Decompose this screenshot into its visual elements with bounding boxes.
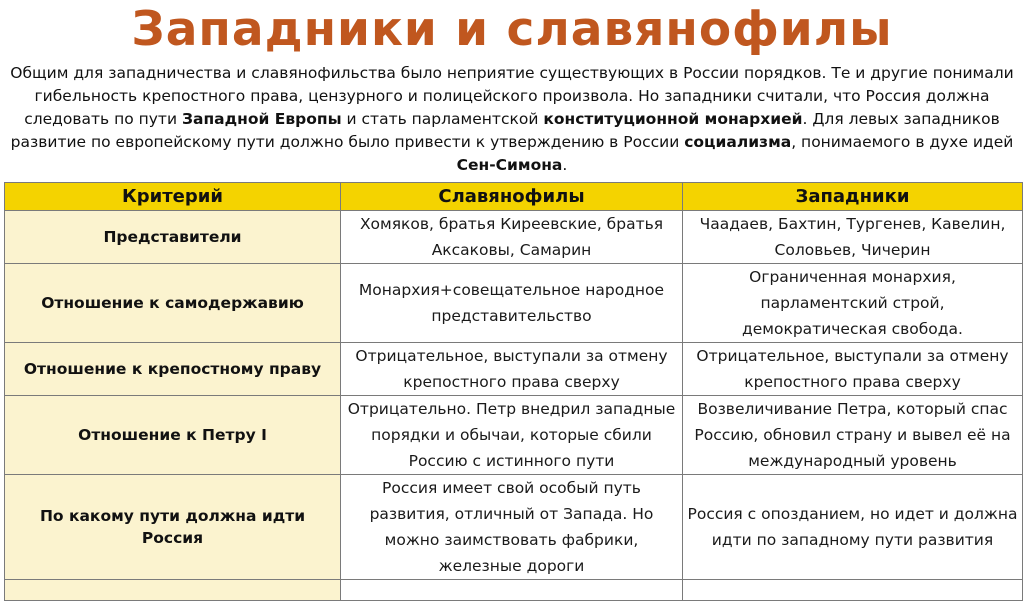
intro-text-3: . Для левых западников развитие по европейскому пути должно было привести к утверждению в России (10, 110, 1000, 151)
intro-text-4: , понимаемого в духе идей (791, 133, 1014, 151)
slavophiles-cell: Отрицательно. Петр внедрил западные порядки и обычаи, которые сбили Россию с истинного пути (341, 396, 683, 475)
criterion-cell: По какому пути должна идти Россия (5, 475, 341, 580)
header-slavophiles: Славянофилы (341, 183, 683, 211)
comparison-table (4, 182, 1023, 601)
criterion-cell-empty (5, 580, 341, 601)
westerners-cell: Возвеличивание Петра, который спас Россию, обновил страну и вывел её на международный уровень (683, 396, 1023, 475)
criterion-cell: Отношение к Петру I (5, 396, 341, 475)
intro-bold-saint-simon: Сен-Симона (456, 156, 563, 174)
table-row-partial (5, 580, 1023, 601)
intro-bold-constitutional-monarchy: конституционной монархией (543, 110, 803, 128)
criterion-cell: Отношение к крепостному праву (5, 343, 341, 396)
header-criterion: Критерий (5, 183, 341, 211)
table-row (5, 343, 1023, 396)
criterion-cell: Отношение к самодержавию (5, 264, 341, 343)
header-westerners: Западники (683, 183, 1023, 211)
table-row (5, 396, 1023, 475)
intro-text-5: . (562, 156, 568, 174)
intro-bold-socialism: социализма (684, 133, 792, 151)
slavophiles-cell-empty (341, 580, 683, 601)
slavophiles-cell: Отрицательное, выступали за отмену крепостного права сверху (341, 343, 683, 396)
westerners-cell: Ограниченная монархия, парламентский строй, демократическая свобода. (683, 264, 1023, 343)
westerners-cell-empty (683, 580, 1023, 601)
intro-text-1: Общим для западничества и славянофильства было неприятие существующих в России порядков. Те и другие понимали гибельность крепостного права, цензурного и полицейского произвола. Но западники считали, что Россия должна следовать по пути (10, 64, 1014, 128)
slavophiles-cell: Хомяков, братья Киреевские, братья Аксаковы, Самарин (341, 211, 683, 264)
slavophiles-cell: Монархия+совещательное народное представительство (341, 264, 683, 343)
criterion-cell: Представители (5, 211, 341, 264)
page-title: Западники и славянофилы (131, 2, 893, 57)
westerners-cell: Отрицательное, выступали за отмену крепостного права сверху (683, 343, 1023, 396)
table-row (5, 475, 1023, 580)
table-header-row (5, 183, 1023, 211)
table-row (5, 211, 1023, 264)
intro-bold-western-europe: Западной Европы (181, 110, 342, 128)
westerners-cell: Россия с опозданием, но идет и должна идти по западному пути развития (683, 475, 1023, 580)
intro-text-2: и стать парламентской (341, 110, 544, 128)
intro-paragraph (6, 62, 1018, 177)
slavophiles-cell: Россия имеет свой особый путь развития, отличный от Запада. Но можно заимствовать фабрики, железные дороги (341, 475, 683, 580)
table-row (5, 264, 1023, 343)
westerners-cell: Чаадаев, Бахтин, Тургенев, Кавелин, Соловьев, Чичерин (683, 211, 1023, 264)
